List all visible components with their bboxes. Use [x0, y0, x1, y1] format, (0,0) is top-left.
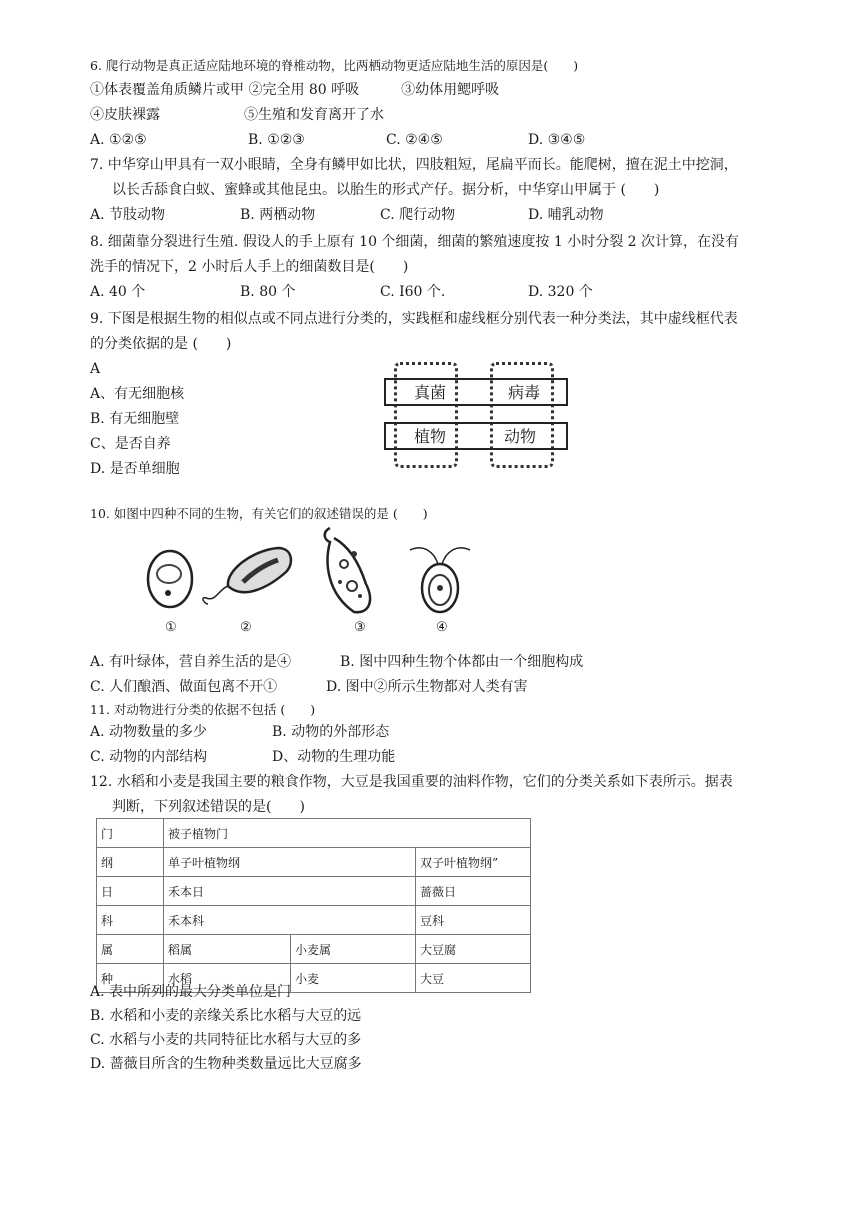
table-cell: 科: [97, 906, 164, 935]
taxonomy-table: [96, 818, 531, 993]
chlamydomonas-figure: [404, 540, 476, 616]
table-cell: 双子叶植物纲”: [416, 848, 531, 877]
table-cell: 禾本日: [164, 877, 416, 906]
table-cell: 稻属: [164, 935, 291, 964]
q7-option-b[interactable]: B. 两栖动物: [240, 207, 316, 223]
q9-option-b[interactable]: B. 有无细胞壁: [90, 411, 180, 427]
q6-stem: 6. 爬行动物是真正适应陆地环境的脊椎动物，比两栖动物更适应陆地生活的原因是( ): [90, 58, 579, 73]
table-row: [97, 848, 531, 877]
table-cell: 门: [97, 819, 164, 848]
label-virus: 病毒: [506, 380, 542, 403]
table-cell: 禾本科: [164, 906, 416, 935]
q7-option-d[interactable]: D. 哺乳动物: [528, 207, 604, 223]
q6-items-line2: ④皮肤裸露 ⑤生殖和发育离开了水: [90, 107, 384, 123]
label-animal: 动物: [502, 424, 538, 447]
label-plant: 植物: [412, 424, 448, 447]
label-fungi: 真菌: [412, 380, 448, 403]
q9-answer-mark: A: [90, 361, 101, 377]
q7-stem-line2: 以长舌舔食白蚁、蜜蜂或其他昆虫。以胎生的形式产仔。据分析，中华穿山甲属于 ( ): [112, 182, 660, 198]
q7-stem-line1: 7. 中华穿山甲具有一双小眼睛，全身有鳞甲如比状，四肢粗短，尾扁平而长。能爬树，擅在泥土中挖洞，: [90, 157, 738, 173]
q6-option-b[interactable]: B. ①②③: [248, 132, 305, 148]
table-cell: 纲: [97, 848, 164, 877]
q9-stem-line1: 9. 下图是根据生物的相似点或不同点进行分类的，实践框和虚线框分别代表一种分类法，其中虚线框代表: [90, 311, 738, 327]
classification-diagram: [384, 362, 568, 472]
q11-option-b[interactable]: B. 动物的外部形态: [272, 724, 390, 740]
q6-option-a[interactable]: A. ①②⑤: [90, 132, 147, 148]
table-row: [97, 935, 531, 964]
q8-option-a[interactable]: A. 40 个: [90, 284, 146, 300]
q7-option-a[interactable]: A. 节肢动物: [90, 207, 166, 223]
table-cell: 大豆: [416, 964, 531, 993]
figure-label-1: ①: [165, 620, 177, 635]
table-cell: 水稻: [164, 964, 291, 993]
q8-option-c[interactable]: C. I60 个.: [380, 284, 446, 300]
q8-option-d[interactable]: D. 320 个: [528, 284, 593, 300]
q10-option-b[interactable]: B. 图中四种生物个体都由一个细胞构成: [340, 654, 584, 670]
q6-items-line1: ①体表覆盖角质鳞片或甲 ②完全用 80 呼吸 ③幼体用鳃呼吸: [90, 82, 500, 98]
table-cell: 蔷薇日: [416, 877, 531, 906]
q6-option-c[interactable]: C. ②④⑤: [386, 132, 443, 148]
table-cell: 种: [97, 964, 164, 993]
q9-stem-line2: 的分类依据的是 ( ): [90, 336, 232, 352]
q9-option-c[interactable]: C、是否自养: [90, 436, 171, 452]
q12-option-b[interactable]: B. 水稻和小麦的亲缘关系比水稻与大豆的远: [90, 1008, 362, 1024]
q11-stem: 11. 对动物进行分类的依据不包括 ( ): [90, 702, 316, 717]
table-cell: 大豆腐: [416, 935, 531, 964]
q10-option-a[interactable]: A. 有叶绿体，营自养生活的是④: [90, 654, 292, 670]
table-cell: 被子植物门: [164, 819, 531, 848]
protist-figure: [318, 524, 378, 616]
q12-option-c[interactable]: C. 水稻与小麦的共同特征比水稻与大豆的多: [90, 1032, 362, 1048]
q11-option-c[interactable]: C. 动物的内部结构: [90, 749, 208, 765]
q8-stem-line1: 8. 细菌靠分裂进行生殖. 假设人的手上原有 10 个细菌，细菌的繁殖速度按 1 小时分裂 2 次计算，在没有: [90, 234, 740, 250]
q6-option-d[interactable]: D. ③④⑤: [528, 132, 586, 148]
figure-label-4: ④: [436, 620, 448, 635]
table-cell: 单子叶植物纲: [164, 848, 416, 877]
table-row: [97, 819, 531, 848]
figure-label-3: ③: [354, 620, 366, 635]
figure-label-2: ②: [240, 620, 252, 635]
q11-option-d[interactable]: D、动物的生理功能: [272, 749, 396, 765]
bacterium-figure: [198, 542, 298, 608]
q11-option-a[interactable]: A. 动物数量的多少: [90, 724, 208, 740]
q12-stem-line1: 12. 水稻和小麦是我国主要的粮食作物，大豆是我国重要的油料作物，它们的分类关系如下表所示。据表: [90, 774, 733, 790]
table-row: [97, 906, 531, 935]
table-cell: 豆科: [416, 906, 531, 935]
q12-option-a[interactable]: A. 表中所列的最大分类单位是门: [90, 984, 292, 1000]
q8-option-b[interactable]: B. 80 个: [240, 284, 296, 300]
table-cell: 小麦属: [291, 935, 416, 964]
q7-option-c[interactable]: C. 爬行动物: [380, 207, 456, 223]
q9-option-d[interactable]: D. 是否单细胞: [90, 461, 180, 477]
q9-option-a[interactable]: A、有无细胞核: [90, 386, 185, 402]
q10-option-d[interactable]: D. 图中②所示生物都对人类有害: [326, 679, 528, 695]
table-cell: 属: [97, 935, 164, 964]
table-row: [97, 877, 531, 906]
q8-stem-line2: 洗手的情况下，2 小时后人手上的细菌数目是( ): [90, 259, 409, 275]
q10-option-c[interactable]: C. 人们酿酒、做面包离不开①: [90, 679, 278, 695]
table-cell: 小麦: [291, 964, 416, 993]
q12-option-d[interactable]: D. 蔷薇目所含的生物种类数量远比大豆腐多: [90, 1056, 362, 1072]
q12-stem-line2: 判断，下列叙述错误的是( ): [112, 799, 305, 815]
q10-stem: 10. 如图中四种不同的生物，有关它们的叙述错误的是 ( ): [90, 506, 428, 521]
table-cell: 日: [97, 877, 164, 906]
yeast-cell-figure: [140, 546, 200, 618]
